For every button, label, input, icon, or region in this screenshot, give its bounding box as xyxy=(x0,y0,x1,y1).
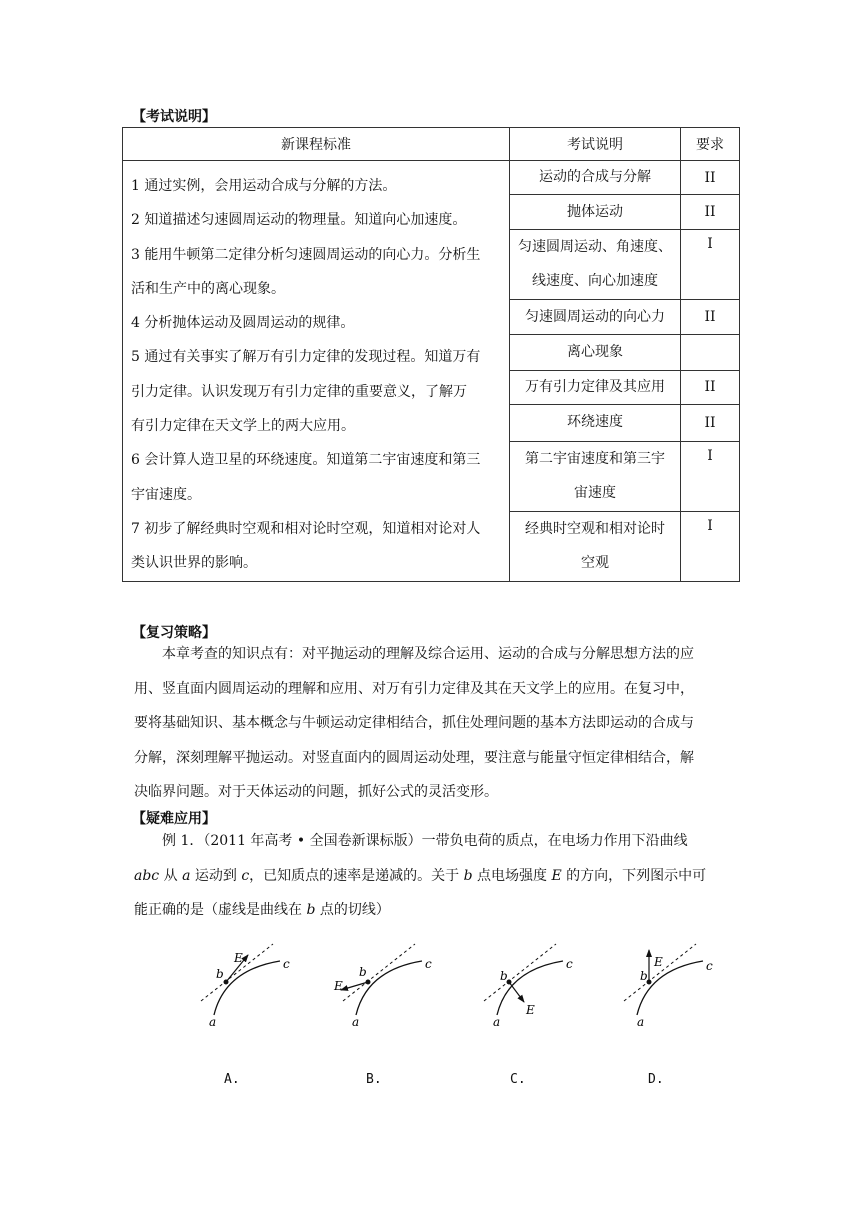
curve-abc xyxy=(214,961,280,1015)
label-c: c xyxy=(706,959,713,973)
example-line-2 xyxy=(134,859,732,894)
example-line-3 xyxy=(134,893,732,928)
text-span: ，已知质点的速率是递减的。关于 xyxy=(249,867,464,884)
requirement-cell: II xyxy=(681,161,740,195)
description-line: 宙速度 xyxy=(574,485,616,502)
text-span: 的方向，下列图示中可 xyxy=(561,867,707,884)
text-span: 能正确的是（虚线是曲线在 xyxy=(134,902,307,918)
italic-text: abc xyxy=(134,867,160,884)
option-b-label: B. xyxy=(366,1072,382,1087)
option-d-label: D. xyxy=(648,1072,664,1087)
figure-c-diagram xyxy=(478,938,588,1033)
table-row xyxy=(123,161,740,195)
description-cell xyxy=(510,441,681,511)
table-header-row xyxy=(123,128,740,161)
review-line: 要将基础知识、基本概念与牛顿运动定律相结合，抓住处理问题的基本方法即运动的合成与 xyxy=(134,715,694,731)
standards-cell xyxy=(123,161,510,582)
label-b: b xyxy=(359,965,367,979)
tangent-line xyxy=(343,944,415,1001)
label-c: c xyxy=(566,957,573,971)
description-cell: 匀速圆周运动的向心力 xyxy=(510,299,681,334)
figure-b-diagram xyxy=(332,938,442,1033)
label-e: E xyxy=(526,1003,535,1017)
review-line: 本章考查的知识点有：对平抛运动的理解及综合运用、运动的合成与分解思想方法的应 xyxy=(162,646,694,662)
label-a: a xyxy=(209,1015,217,1029)
standard-line: 6 会计算人造卫星的环绕速度。知道第二宇宙速度和第三 xyxy=(131,452,481,469)
standard-line: 类认识世界的影响。 xyxy=(131,555,257,572)
description-line: 空观 xyxy=(581,555,609,572)
standard-line: 3 能用牛顿第二定律分析匀速圆周运动的向心力。分析生 xyxy=(131,246,481,263)
standard-line: 7 初步了解经典时空观和相对论时空观，知道相对论对人 xyxy=(131,520,481,537)
review-heading: 【复习策略】 xyxy=(132,625,216,641)
field-arrow-e xyxy=(341,982,368,990)
apply-heading: 【疑难应用】 xyxy=(132,811,216,827)
header-description: 考试说明 xyxy=(510,128,681,161)
label-b: b xyxy=(216,967,224,981)
standard-line: 5 通过有关事实了解万有引力定律的发现过程。知道万有 xyxy=(131,349,481,366)
description-line: 匀速圆周运动、角速度、 xyxy=(518,239,672,256)
figure-b xyxy=(332,938,442,1037)
option-c-label: C. xyxy=(510,1072,526,1087)
label-b: b xyxy=(500,969,508,983)
description-line: 经典时空观和相对论时 xyxy=(525,521,665,538)
text-span: 从 xyxy=(159,867,183,884)
description-line: 线速度、向心加速度 xyxy=(532,273,658,290)
requirement-cell: II xyxy=(681,370,740,404)
figure-d-diagram xyxy=(618,938,728,1033)
text-span: 点的切线） xyxy=(315,902,390,918)
standard-line: 活和生产中的离心现象。 xyxy=(131,280,285,297)
standard-line: 宇宙速度。 xyxy=(131,486,201,503)
review-paragraph xyxy=(134,637,732,810)
label-a: a xyxy=(352,1015,360,1029)
figure-a xyxy=(195,938,305,1037)
description-cell xyxy=(510,229,681,299)
tangent-line xyxy=(484,944,556,1001)
field-arrow-e xyxy=(509,982,524,1002)
standard-line: 引力定律。认识发现万有引力定律的重要意义，了解万 xyxy=(131,383,467,400)
header-standard: 新课程标准 xyxy=(123,128,510,161)
requirement-cell xyxy=(681,335,740,370)
exam-requirements-table xyxy=(122,127,740,582)
standard-line: 2 知道描述匀速圆周运动的物理量。知道向心加速度。 xyxy=(131,212,467,229)
description-cell xyxy=(510,511,681,581)
label-c: c xyxy=(425,957,432,971)
description-line: 第二宇宙速度和第三宇 xyxy=(525,451,665,468)
example-line-1: 例 1．（2011 年高考 • 全国卷新课标版）一带负电荷的质点，在电场力作用下沿曲线 xyxy=(162,833,688,849)
requirement-cell: II xyxy=(681,299,740,334)
label-e: E xyxy=(654,955,663,969)
label-a: a xyxy=(637,1015,645,1029)
requirement-cell: I xyxy=(681,229,740,299)
requirement-cell: I xyxy=(681,441,740,511)
label-b: b xyxy=(640,969,648,983)
label-e: E xyxy=(234,951,243,965)
figure-d xyxy=(618,938,728,1037)
label-e: E xyxy=(334,979,343,993)
description-cell: 环绕速度 xyxy=(510,405,681,441)
label-a: a xyxy=(493,1015,501,1029)
label-c: c xyxy=(283,957,290,971)
standard-line: 有引力定律在天文学上的两大应用。 xyxy=(131,418,355,435)
figure-a-diagram xyxy=(195,938,305,1033)
italic-text: b xyxy=(463,867,473,884)
italic-text: a xyxy=(182,867,191,884)
requirement-cell: II xyxy=(681,195,740,229)
header-requirement: 要求 xyxy=(681,128,740,161)
standard-line: 4 分析抛体运动及圆周运动的规律。 xyxy=(131,315,355,332)
description-cell: 万有引力定律及其应用 xyxy=(510,370,681,404)
standard-line: 1 通过实例，会用运动合成与分解的方法。 xyxy=(131,178,397,194)
requirement-cell: II xyxy=(681,405,740,441)
text-span: 运动到 xyxy=(190,867,242,884)
description-cell: 运动的合成与分解 xyxy=(510,161,681,195)
review-line: 分解，深刻理解平抛运动。对竖直面内的圆周运动处理，要注意与能量守恒定律相结合，解 xyxy=(134,749,694,766)
option-a-label: A. xyxy=(224,1072,240,1087)
tangent-line xyxy=(624,944,696,1001)
italic-text: E xyxy=(551,867,562,884)
exam-heading: 【考试说明】 xyxy=(132,109,216,125)
review-line: 用、竖直面内圆周运动的理解和应用、对万有引力定律及其在天文学上的应用。在复习中， xyxy=(134,680,694,697)
example-paragraph xyxy=(134,824,732,928)
italic-text: c xyxy=(241,867,250,884)
description-cell: 抛体运动 xyxy=(510,195,681,229)
text-span: 点电场强度 xyxy=(472,867,552,884)
figure-c xyxy=(478,938,588,1037)
description-cell: 离心现象 xyxy=(510,335,681,370)
requirement-cell: I xyxy=(681,511,740,581)
review-line: 决临界问题。对于天体运动的问题，抓好公式的灵活变形。 xyxy=(134,784,498,800)
italic-text: b xyxy=(306,902,316,918)
